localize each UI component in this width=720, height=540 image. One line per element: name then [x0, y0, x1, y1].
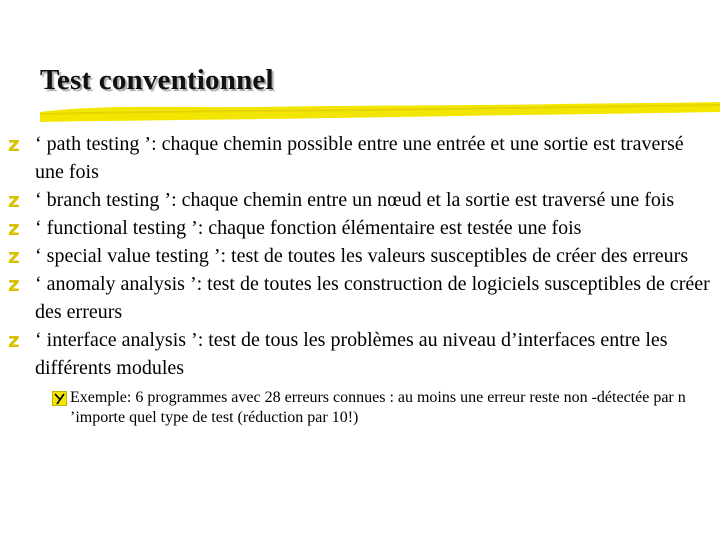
bullet-item — [8, 270, 714, 326]
slide-title: Test conventionnel — [40, 64, 274, 96]
bullet-list — [8, 130, 714, 428]
bullet-text: ‘ path testing ’: chaque chemin possible entre une entrée et une sortie est traversé une fois — [35, 133, 684, 183]
bullet-text: ‘ functional testing ’: chaque fonction élémentaire est testée une fois — [35, 217, 582, 239]
bullet-text: ‘ special value testing ’: test de toutes les valeurs susceptibles de créer des erreurs — [35, 245, 689, 267]
z-bullet-icon: z — [8, 244, 20, 268]
z-bullet-icon: z — [8, 188, 20, 212]
sub-bullet-item — [52, 388, 720, 428]
z-bullet-icon: z — [8, 328, 20, 352]
bullet-item — [8, 242, 714, 270]
bullet-item — [8, 326, 714, 382]
bullet-item — [8, 186, 714, 214]
sub-bullet-text: Exemple: 6 programmes avec 28 erreurs connues : au moins une erreur reste non -détectée par n ’importe quel type de test (réduction par 10!) — [70, 389, 686, 426]
y-box-bullet-icon — [52, 391, 67, 406]
title-underline-highlight — [40, 100, 720, 124]
z-bullet-icon: z — [8, 272, 20, 296]
bullet-text: ‘ branch testing ’: chaque chemin entre un nœud et la sortie est traversé une fois — [35, 189, 675, 211]
z-bullet-icon: z — [8, 216, 20, 240]
bullet-item — [8, 214, 714, 242]
bullet-item — [8, 130, 714, 186]
z-bullet-icon: z — [8, 132, 20, 156]
bullet-text: ‘ anomaly analysis ’: test de toutes les construction de logiciels susceptibles de créer des erreurs — [35, 273, 710, 323]
bullet-text: ‘ interface analysis ’: test de tous les problèmes au niveau d’interfaces entre les différents modules — [35, 329, 668, 379]
